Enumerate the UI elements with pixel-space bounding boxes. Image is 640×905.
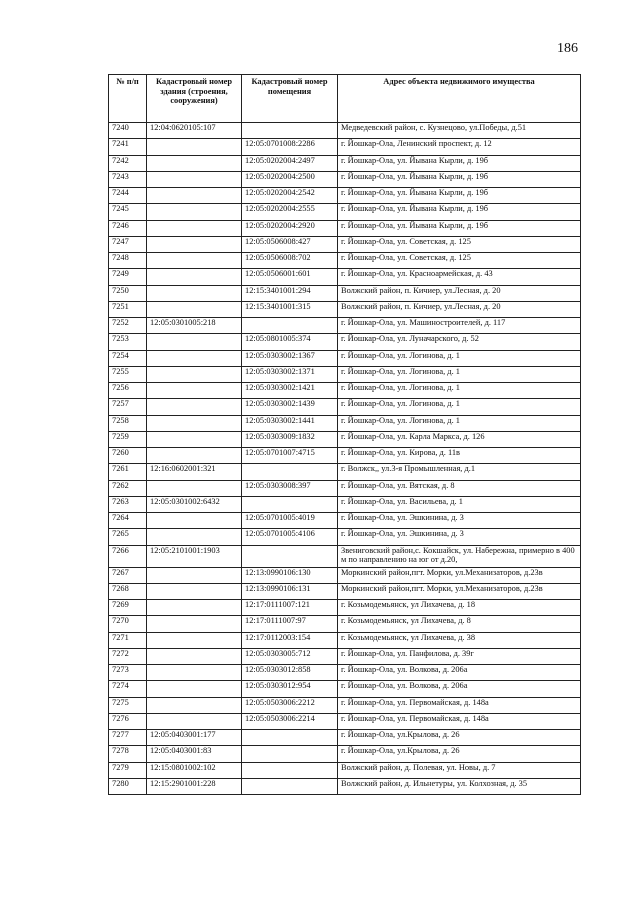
header-address: Адрес объекта недвижимого имущества — [338, 75, 581, 123]
cell-building-cadastral — [147, 139, 242, 155]
table-row — [109, 697, 581, 713]
cell-address: г. Йошкар-Ола, ул. Эшкинина, д. 3 — [338, 529, 581, 545]
cell-index: 7267 — [109, 567, 147, 583]
cell-index: 7261 — [109, 464, 147, 480]
cell-index: 7251 — [109, 301, 147, 317]
cell-address: г. Йошкар-Ола, ул. Логинова, д. 1 — [338, 415, 581, 431]
cell-premises-cadastral: 12:05:0506008:427 — [242, 236, 338, 252]
cell-address: г. Йошкар-Ола, ул. Волкова, д. 206а — [338, 681, 581, 697]
cell-index: 7279 — [109, 762, 147, 778]
cell-address: г. Йошкар-Ола, ул. Красноармейская, д. 43 — [338, 269, 581, 285]
cell-address: Моркинский район,пгт. Морки, ул.Механизаторов, д.23в — [338, 567, 581, 583]
cell-premises-cadastral — [242, 746, 338, 762]
cell-address: г. Козьмодемьянск, ул Лихачева, д. 8 — [338, 616, 581, 632]
cell-building-cadastral: 12:05:0403001:83 — [147, 746, 242, 762]
cell-building-cadastral: 12:05:0301002:6432 — [147, 496, 242, 512]
cell-address: г. Йошкар-Ола, ул. Эшкинина, д. 3 — [338, 513, 581, 529]
table-row — [109, 285, 581, 301]
table-row — [109, 318, 581, 334]
table-row — [109, 431, 581, 447]
cell-address: г. Йошкар-Ола, ул. Луначарского, д. 52 — [338, 334, 581, 350]
cell-index: 7266 — [109, 545, 147, 567]
cell-index: 7263 — [109, 496, 147, 512]
table-row — [109, 269, 581, 285]
table-row — [109, 496, 581, 512]
cell-premises-cadastral: 12:05:0701008:2286 — [242, 139, 338, 155]
cell-building-cadastral — [147, 632, 242, 648]
cell-address: г. Йошкар-Ола, ул. Волкова, д. 206а — [338, 665, 581, 681]
table-row — [109, 123, 581, 139]
cell-premises-cadastral: 12:05:0503006:2214 — [242, 713, 338, 729]
cell-index: 7241 — [109, 139, 147, 155]
cell-premises-cadastral: 12:05:0303012:858 — [242, 665, 338, 681]
cell-premises-cadastral — [242, 123, 338, 139]
cell-building-cadastral — [147, 155, 242, 171]
cell-index: 7264 — [109, 513, 147, 529]
cell-building-cadastral — [147, 188, 242, 204]
table-row — [109, 301, 581, 317]
cell-building-cadastral: 12:05:0301005:218 — [147, 318, 242, 334]
cell-building-cadastral — [147, 513, 242, 529]
table-row — [109, 513, 581, 529]
cell-premises-cadastral: 12:05:0303005:712 — [242, 648, 338, 664]
cell-building-cadastral — [147, 665, 242, 681]
cell-building-cadastral: 12:04:0620105:107 — [147, 123, 242, 139]
cell-building-cadastral — [147, 269, 242, 285]
table-row — [109, 366, 581, 382]
cell-index: 7252 — [109, 318, 147, 334]
cell-building-cadastral — [147, 713, 242, 729]
table-row — [109, 415, 581, 431]
table-row — [109, 583, 581, 599]
cell-address: г. Йошкар-Ола, ул. Машиностроителей, д. 117 — [338, 318, 581, 334]
cell-building-cadastral — [147, 600, 242, 616]
cell-address: г. Йошкар-Ола, ул.Крылова, д. 26 — [338, 730, 581, 746]
cell-premises-cadastral: 12:05:0303002:1439 — [242, 399, 338, 415]
cell-building-cadastral — [147, 350, 242, 366]
cell-building-cadastral — [147, 681, 242, 697]
cell-building-cadastral — [147, 301, 242, 317]
cell-premises-cadastral — [242, 318, 338, 334]
cell-building-cadastral: 12:15:0801002:102 — [147, 762, 242, 778]
table-body — [109, 123, 581, 795]
cell-premises-cadastral: 12:05:0303002:1367 — [242, 350, 338, 366]
cell-index: 7274 — [109, 681, 147, 697]
cell-address: г. Йошкар-Ола, ул. Логинова, д. 1 — [338, 350, 581, 366]
table-row — [109, 139, 581, 155]
cell-index: 7265 — [109, 529, 147, 545]
table-row — [109, 632, 581, 648]
cell-index: 7275 — [109, 697, 147, 713]
cell-premises-cadastral: 12:05:0202004:2555 — [242, 204, 338, 220]
cell-building-cadastral — [147, 529, 242, 545]
cell-address: г. Йошкар-Ола, ул. Вятская, д. 8 — [338, 480, 581, 496]
cell-premises-cadastral: 12:05:0506001:601 — [242, 269, 338, 285]
cell-index: 7273 — [109, 665, 147, 681]
cell-index: 7276 — [109, 713, 147, 729]
cell-building-cadastral: 12:15:2901001:228 — [147, 778, 242, 794]
cell-index: 7269 — [109, 600, 147, 616]
cell-address: г. Козьмодемьянск, ул Лихачева, д. 38 — [338, 632, 581, 648]
header-premises-cadastral: Кадастровый номер помещения — [242, 75, 338, 123]
cell-premises-cadastral — [242, 496, 338, 512]
table-row — [109, 399, 581, 415]
table-row — [109, 713, 581, 729]
cell-premises-cadastral: 12:05:0202004:2542 — [242, 188, 338, 204]
cell-index: 7280 — [109, 778, 147, 794]
cell-building-cadastral: 12:05:2101001:1903 — [147, 545, 242, 567]
cell-building-cadastral — [147, 448, 242, 464]
cell-index: 7259 — [109, 431, 147, 447]
cell-address: г. Козьмодемьянск, ул Лихачева, д. 18 — [338, 600, 581, 616]
cell-building-cadastral — [147, 567, 242, 583]
table-row — [109, 334, 581, 350]
cell-premises-cadastral: 12:05:0303012:954 — [242, 681, 338, 697]
cell-index: 7253 — [109, 334, 147, 350]
table-row — [109, 567, 581, 583]
cell-index: 7256 — [109, 383, 147, 399]
cell-address: г. Йошкар-Ола, ул. Логинова, д. 1 — [338, 399, 581, 415]
cell-building-cadastral — [147, 415, 242, 431]
cell-building-cadastral — [147, 220, 242, 236]
cell-index: 7246 — [109, 220, 147, 236]
cell-index: 7249 — [109, 269, 147, 285]
cell-index: 7254 — [109, 350, 147, 366]
cell-address: г. Йошкар-Ола, ул. Йывана Кырли, д. 19б — [338, 171, 581, 187]
cell-building-cadastral — [147, 383, 242, 399]
cell-building-cadastral — [147, 366, 242, 382]
header-row — [109, 75, 581, 123]
cell-index: 7260 — [109, 448, 147, 464]
cell-index: 7262 — [109, 480, 147, 496]
table-row — [109, 529, 581, 545]
cell-index: 7277 — [109, 730, 147, 746]
cell-building-cadastral: 12:05:0403001:177 — [147, 730, 242, 746]
cell-premises-cadastral: 12:17:0111007:97 — [242, 616, 338, 632]
cell-address: г. Йошкар-Ола, ул. Кирова, д. 11в — [338, 448, 581, 464]
cell-address: г. Йошкар-Ола, ул. Первомайская, д. 148а — [338, 697, 581, 713]
cell-premises-cadastral: 12:05:0202004:2497 — [242, 155, 338, 171]
table-row — [109, 762, 581, 778]
cell-index: 7240 — [109, 123, 147, 139]
cell-premises-cadastral: 12:05:0503006:2212 — [242, 697, 338, 713]
cell-address: г. Йошкар-Ола, Ленинский проспект, д. 12 — [338, 139, 581, 155]
cell-address: г. Йошкар-Ола, ул. Советская, д. 125 — [338, 236, 581, 252]
cell-index: 7245 — [109, 204, 147, 220]
cell-index: 7270 — [109, 616, 147, 632]
cell-index: 7268 — [109, 583, 147, 599]
table-row — [109, 204, 581, 220]
table-row — [109, 350, 581, 366]
cell-premises-cadastral: 12:15:3401001:315 — [242, 301, 338, 317]
cell-premises-cadastral: 12:05:0202004:2920 — [242, 220, 338, 236]
cell-premises-cadastral — [242, 464, 338, 480]
cell-address: г. Йошкар-Ола, ул. Васильева, д. 1 — [338, 496, 581, 512]
cell-building-cadastral — [147, 285, 242, 301]
table-row — [109, 188, 581, 204]
cell-premises-cadastral: 12:15:3401001:294 — [242, 285, 338, 301]
header-index: № п/п — [109, 75, 147, 123]
cell-premises-cadastral — [242, 730, 338, 746]
table-row — [109, 448, 581, 464]
table-row — [109, 545, 581, 567]
cell-building-cadastral: 12:16:0602001:321 — [147, 464, 242, 480]
cell-premises-cadastral: 12:13:0990106:130 — [242, 567, 338, 583]
cell-index: 7255 — [109, 366, 147, 382]
cell-address: Моркинский район,пгт. Морки, ул.Механизаторов, д.23в — [338, 583, 581, 599]
table-header — [109, 75, 581, 123]
cell-premises-cadastral: 12:17:0112003:154 — [242, 632, 338, 648]
cell-address: г. Йошкар-Ола, ул.Крылова, д. 26 — [338, 746, 581, 762]
cell-address: Волжский район, п. Кичиер, ул.Лесная, д. 20 — [338, 285, 581, 301]
cell-index: 7271 — [109, 632, 147, 648]
cell-premises-cadastral: 12:05:0701005:4106 — [242, 529, 338, 545]
cell-premises-cadastral: 12:05:0506008:702 — [242, 253, 338, 269]
header-building-cadastral: Кадастровый номер здания (строения, сооружения) — [147, 75, 242, 123]
page-number: 186 — [557, 41, 578, 56]
cell-address: г. Йошкар-Ола, ул. Карла Маркса, д. 126 — [338, 431, 581, 447]
cell-index: 7244 — [109, 188, 147, 204]
cell-address: Звениговский район,с. Кокшайск, ул. Набережна, примерно в 400 м по направлению на юг от д.20, — [338, 545, 581, 567]
table-row — [109, 600, 581, 616]
table-row — [109, 730, 581, 746]
cell-building-cadastral — [147, 171, 242, 187]
cell-premises-cadastral: 12:05:0303002:1371 — [242, 366, 338, 382]
cell-address: г. Йошкар-Ола, ул. Йывана Кырли, д. 19б — [338, 220, 581, 236]
cell-address: г. Йошкар-Ола, ул. Логинова, д. 1 — [338, 366, 581, 382]
cell-address: г. Волжск,, ул.3-я Промышленная, д.1 — [338, 464, 581, 480]
cell-index: 7278 — [109, 746, 147, 762]
cell-address: г. Йошкар-Ола, ул. Панфилова, д. 39г — [338, 648, 581, 664]
cell-address: г. Йошкар-Ола, ул. Йывана Кырли, д. 19б — [338, 188, 581, 204]
cell-building-cadastral — [147, 616, 242, 632]
cell-address: г. Йошкар-Ола, ул. Первомайская, д. 148а — [338, 713, 581, 729]
table-row — [109, 464, 581, 480]
cell-index: 7250 — [109, 285, 147, 301]
cell-building-cadastral — [147, 431, 242, 447]
cell-building-cadastral — [147, 697, 242, 713]
cell-address: г. Йошкар-Ола, ул. Йывана Кырли, д. 19б — [338, 204, 581, 220]
cell-premises-cadastral: 12:05:0701007:4715 — [242, 448, 338, 464]
cell-index: 7243 — [109, 171, 147, 187]
cell-index: 7242 — [109, 155, 147, 171]
table-row — [109, 383, 581, 399]
cell-building-cadastral — [147, 334, 242, 350]
cell-address: Медведевский район, с. Кузнецово, ул.Победы, д.51 — [338, 123, 581, 139]
cell-index: 7248 — [109, 253, 147, 269]
cell-index: 7258 — [109, 415, 147, 431]
table-row — [109, 253, 581, 269]
property-registry-table — [108, 74, 581, 795]
cell-building-cadastral — [147, 583, 242, 599]
cell-address: Волжский район, п. Кичиер, ул.Лесная, д. 20 — [338, 301, 581, 317]
table-row — [109, 681, 581, 697]
cell-premises-cadastral: 12:05:0801005:374 — [242, 334, 338, 350]
cell-building-cadastral — [147, 648, 242, 664]
cell-address: г. Йошкар-Ола, ул. Йывана Кырли, д. 19б — [338, 155, 581, 171]
cell-address: Волжский район, д. Ильнетуры, ул. Колхозная, д. 35 — [338, 778, 581, 794]
cell-premises-cadastral: 12:05:0701005:4019 — [242, 513, 338, 529]
cell-building-cadastral — [147, 236, 242, 252]
cell-premises-cadastral: 12:05:0303008:397 — [242, 480, 338, 496]
cell-premises-cadastral: 12:05:0303002:1441 — [242, 415, 338, 431]
cell-premises-cadastral: 12:05:0303009:1832 — [242, 431, 338, 447]
cell-address: Волжский район, д. Полевая, ул. Новы, д. 7 — [338, 762, 581, 778]
table-row — [109, 665, 581, 681]
cell-building-cadastral — [147, 480, 242, 496]
table-row — [109, 648, 581, 664]
table-row — [109, 220, 581, 236]
cell-building-cadastral — [147, 204, 242, 220]
cell-premises-cadastral: 12:05:0202004:2500 — [242, 171, 338, 187]
cell-building-cadastral — [147, 399, 242, 415]
cell-premises-cadastral — [242, 762, 338, 778]
cell-address: г. Йошкар-Ола, ул. Логинова, д. 1 — [338, 383, 581, 399]
table-row — [109, 155, 581, 171]
cell-address: г. Йошкар-Ола, ул. Советская, д. 125 — [338, 253, 581, 269]
cell-building-cadastral — [147, 253, 242, 269]
cell-index: 7272 — [109, 648, 147, 664]
table-row — [109, 778, 581, 794]
table-row — [109, 171, 581, 187]
cell-premises-cadastral: 12:05:0303002:1421 — [242, 383, 338, 399]
cell-premises-cadastral — [242, 778, 338, 794]
cell-index: 7247 — [109, 236, 147, 252]
table-row — [109, 480, 581, 496]
cell-premises-cadastral: 12:13:0990106:131 — [242, 583, 338, 599]
table-row — [109, 236, 581, 252]
cell-premises-cadastral: 12:17:0111007:121 — [242, 600, 338, 616]
table-row — [109, 616, 581, 632]
cell-index: 7257 — [109, 399, 147, 415]
cell-premises-cadastral — [242, 545, 338, 567]
table-row — [109, 746, 581, 762]
